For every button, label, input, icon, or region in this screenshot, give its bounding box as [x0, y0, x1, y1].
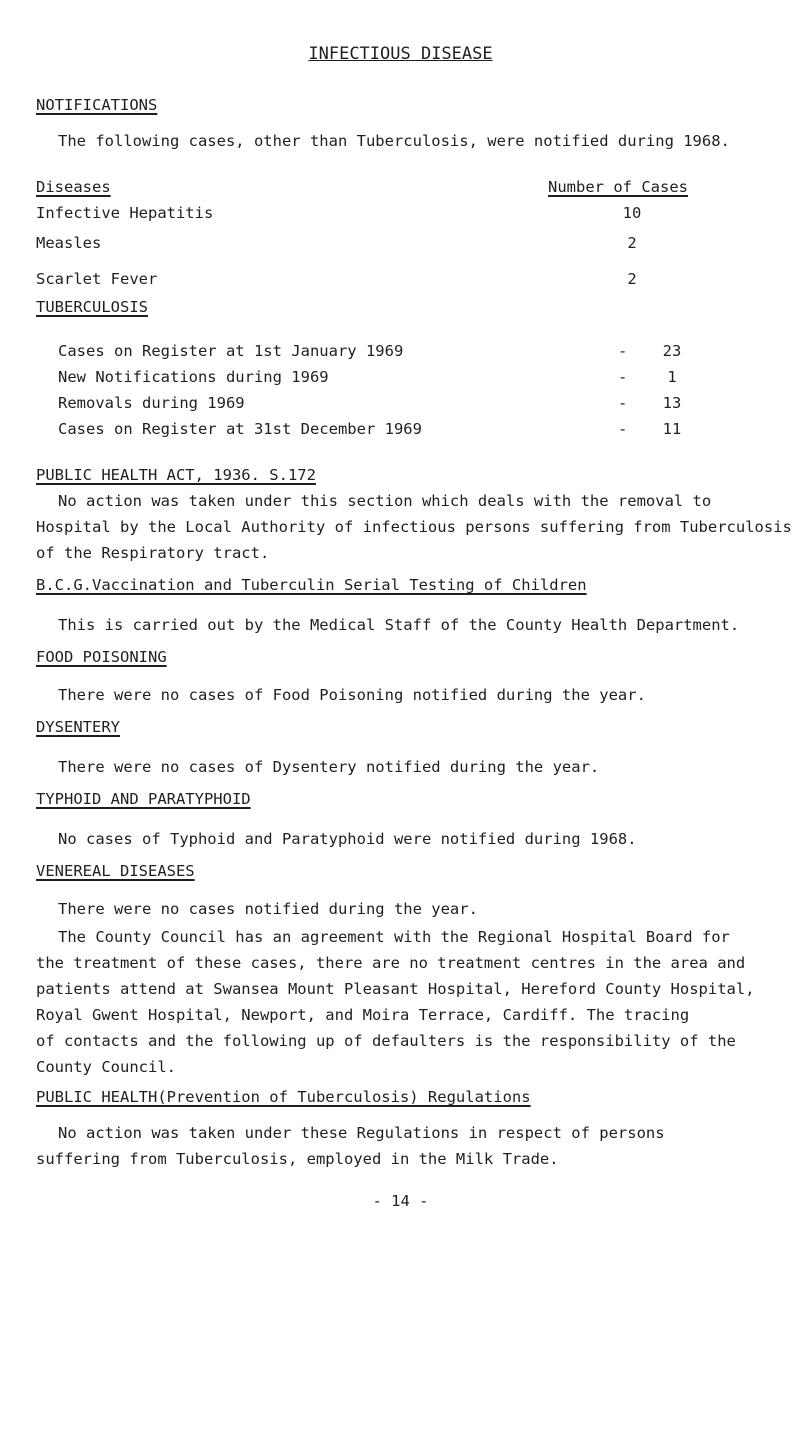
- dysentery-text: There were no cases of Dysentery notified during the year.: [58, 758, 600, 776]
- tb-row-value: 13: [662, 394, 682, 412]
- regulations-text: No action was taken under these Regulations in respect of persons: [58, 1124, 665, 1142]
- typhoid-text: No cases of Typhoid and Paratyphoid were notified during 1968.: [58, 830, 637, 848]
- notifications-heading: NOTIFICATIONS: [36, 96, 158, 114]
- public-health-act-text: of the Respiratory tract.: [36, 544, 270, 562]
- tb-row-label: Cases on Register at 31st December 1969: [58, 420, 422, 438]
- tb-row-label: Cases on Register at 1st January 1969: [58, 342, 404, 360]
- tb-row-label: Removals during 1969: [58, 394, 245, 412]
- disease-name: Infective Hepatitis: [36, 204, 214, 222]
- notifications-intro: The following cases, other than Tuberculosis, were notified during 1968.: [58, 132, 730, 150]
- tb-row-value: 11: [662, 420, 682, 438]
- tb-row-dash: -: [618, 420, 628, 438]
- public-health-act-text: Hospital by the Local Authority of infectious persons suffering from Tuberculosis: [36, 518, 792, 536]
- public-health-act-heading: PUBLIC HEALTH ACT, 1936. S.172: [36, 466, 316, 484]
- dysentery-heading: DYSENTERY: [36, 718, 120, 736]
- regulations-text: suffering from Tuberculosis, employed in the Milk Trade.: [36, 1150, 559, 1168]
- tb-row-value: 23: [662, 342, 682, 360]
- tb-row-label: New Notifications during 1969: [58, 368, 329, 386]
- bcg-text: This is carried out by the Medical Staff of the County Health Department.: [58, 616, 740, 634]
- tuberculosis-heading: TUBERCULOSIS: [36, 298, 148, 316]
- page-title: INFECTIOUS DISEASE: [308, 44, 493, 64]
- disease-name: Scarlet Fever: [36, 270, 158, 288]
- disease-name: Measles: [36, 234, 102, 252]
- tb-row-dash: -: [618, 342, 628, 360]
- food-poisoning-text: There were no cases of Food Poisoning notified during the year.: [58, 686, 646, 704]
- venereal-text: of contacts and the following up of defaulters is the responsibility of the: [36, 1032, 736, 1050]
- bcg-heading: B.C.G.Vaccination and Tuberculin Serial Testing of Children: [36, 576, 587, 594]
- disease-count: 10: [622, 204, 642, 222]
- number-of-cases-column-header: Number of Cases: [548, 178, 688, 196]
- tb-row-dash: -: [618, 368, 628, 386]
- tb-row-value: 1: [667, 368, 677, 386]
- page-number: - 14 -: [372, 1192, 429, 1210]
- diseases-column-header: Diseases: [36, 178, 111, 196]
- venereal-diseases-heading: VENEREAL DISEASES: [36, 862, 195, 880]
- disease-count: 2: [627, 234, 637, 252]
- tb-row-dash: -: [618, 394, 628, 412]
- public-health-act-text: No action was taken under this section which deals with the removal to: [58, 492, 712, 510]
- venereal-text: Royal Gwent Hospital, Newport, and Moira Terrace, Cardiff. The tracing: [36, 1006, 690, 1024]
- venereal-text: patients attend at Swansea Mount Pleasant Hospital, Hereford County Hospital,: [36, 980, 755, 998]
- venereal-text: There were no cases notified during the year.: [58, 900, 478, 918]
- venereal-text: County Council.: [36, 1058, 176, 1076]
- venereal-text: the treatment of these cases, there are no treatment centres in the area and: [36, 954, 746, 972]
- disease-count: 2: [627, 270, 637, 288]
- regulations-heading: PUBLIC HEALTH(Prevention of Tuberculosis) Regulations: [36, 1088, 531, 1106]
- venereal-text: The County Council has an agreement with the Regional Hospital Board for: [58, 928, 730, 946]
- food-poisoning-heading: FOOD POISONING: [36, 648, 167, 666]
- typhoid-heading: TYPHOID AND PARATYPHOID: [36, 790, 251, 808]
